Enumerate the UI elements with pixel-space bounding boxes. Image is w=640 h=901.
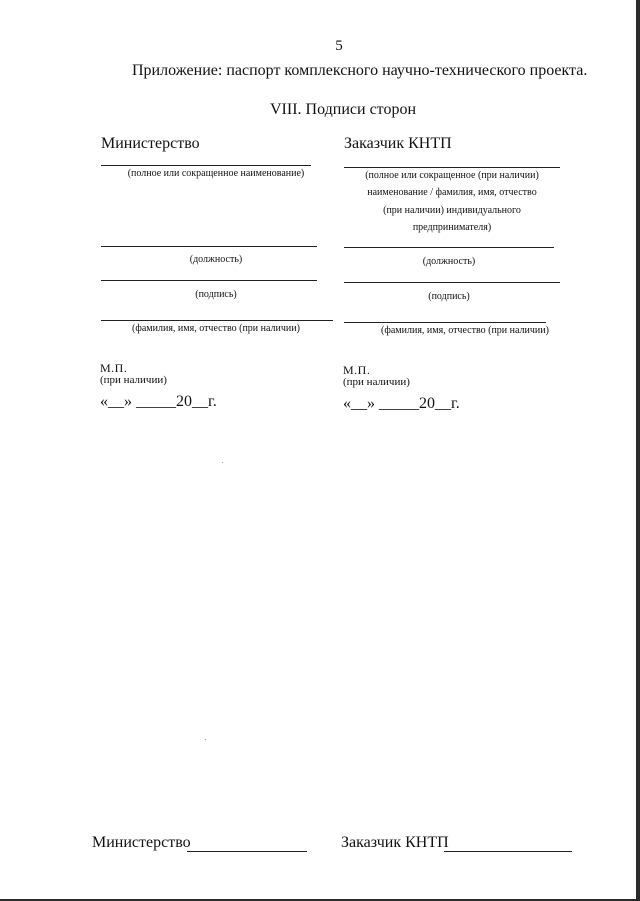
customer-position-hint: (должность) <box>422 256 476 267</box>
ministry-stamp: М.П. <box>100 361 128 375</box>
customer-signature-hint: (подпись) <box>428 291 470 302</box>
ministry-stamp-note: (при наличии) <box>100 374 167 386</box>
customer-name-hint-2: наименование / фамилия, имя, отчество <box>367 187 537 198</box>
customer-signature-line <box>344 282 560 283</box>
scan-speck <box>205 739 206 740</box>
scan-edge-right <box>636 0 640 901</box>
ministry-date: «__» _____20__г. <box>100 393 217 410</box>
ministry-fio-line <box>101 320 333 321</box>
customer-stamp-note: (при наличии) <box>343 376 410 388</box>
customer-fio-hint: (фамилия, имя, отчество (при наличии) <box>381 325 549 336</box>
ministry-position-line <box>101 246 317 247</box>
customer-name-hint-4: предпринимателя) <box>412 222 492 233</box>
ministry-signature-hint: (подпись) <box>195 289 237 300</box>
footer-ministry-label: Министерство <box>92 834 191 851</box>
customer-date: «__» _____20__г. <box>343 395 460 412</box>
customer-name-line <box>344 167 560 168</box>
ministry-name-hint: (полное или сокращенное наименование) <box>127 168 305 179</box>
footer-ministry-line <box>187 851 307 852</box>
ministry-name-line <box>101 165 311 166</box>
page-number: 5 <box>335 38 343 54</box>
ministry-fio-hint: (фамилия, имя, отчество (при наличии) <box>132 323 300 334</box>
ministry-position-hint: (должность) <box>189 254 243 265</box>
customer-stamp: М.П. <box>343 363 371 377</box>
customer-position-line <box>344 247 554 248</box>
customer-heading: Заказчик КНТП <box>344 135 452 152</box>
footer-customer-line <box>444 851 572 852</box>
section-title: VIII. Подписи сторон <box>270 101 417 118</box>
appendix-title: Приложение: паспорт комплексного научно-технического проекта. <box>132 62 588 79</box>
ministry-heading: Министерство <box>101 135 200 152</box>
customer-fio-line <box>344 322 546 323</box>
ministry-signature-line <box>101 280 317 281</box>
footer-customer-label: Заказчик КНТП <box>341 834 449 851</box>
scan-speck <box>222 462 223 463</box>
customer-name-hint-1: (полное или сокращенное (при наличии) <box>365 170 539 181</box>
customer-name-hint-3: (при наличии) индивидуального <box>383 205 521 216</box>
